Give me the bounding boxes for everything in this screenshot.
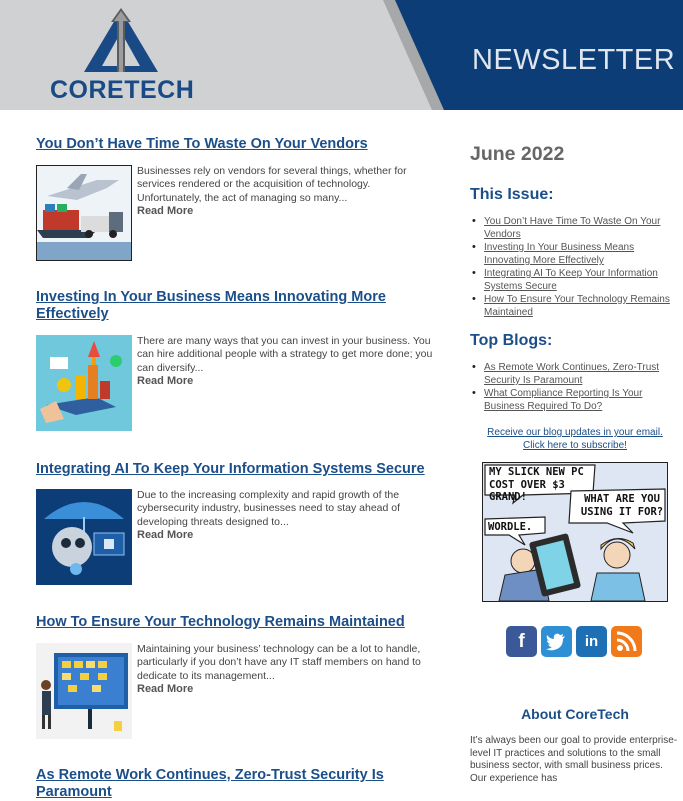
logistics-illustration-icon[interactable]	[36, 165, 132, 261]
list-item	[470, 267, 680, 293]
list-item	[470, 241, 680, 267]
top-blogs-list	[470, 361, 680, 413]
article-item	[36, 461, 441, 541]
comic-strip[interactable]	[482, 462, 668, 602]
article-excerpt	[137, 489, 437, 542]
top-blogs-heading: Top Blogs:	[470, 332, 553, 349]
this-issue-link[interactable]: Investing In Your Business Means Innovating More Effectively	[484, 242, 635, 266]
article-title-link[interactable]: You Don’t Have Time To Waste On Your Vendors	[36, 136, 368, 152]
read-more-link[interactable]: Read More	[137, 374, 194, 387]
this-issue-link[interactable]: Integrating AI To Keep Your Information Systems Secure	[484, 268, 658, 292]
article-title-link[interactable]: As Remote Work Continues, Zero-Trust Security Is Paramount	[36, 767, 384, 800]
newsletter-header	[0, 0, 683, 110]
article-item	[36, 614, 441, 695]
this-issue-heading: This Issue:	[470, 186, 554, 203]
top-blog-link[interactable]: What Compliance Reporting Is Your Business Required To Do?	[484, 388, 643, 412]
article-item	[36, 767, 441, 801]
article-excerpt	[137, 643, 437, 696]
this-issue-link[interactable]: How To Ensure Your Technology Remains Maintained	[484, 294, 670, 318]
logo-tech: TECH	[124, 76, 195, 104]
excerpt-text: There are many ways that you can invest in your business. You can hire additional people with a strategy to get more done; you can diversify...	[137, 335, 433, 374]
ai-security-illustration-icon[interactable]	[36, 489, 132, 585]
list-item	[470, 361, 680, 387]
twitter-icon[interactable]	[541, 626, 572, 657]
coretech-logo-text	[50, 76, 194, 105]
investment-illustration-icon[interactable]	[36, 335, 132, 431]
facebook-icon[interactable]: f	[506, 626, 537, 657]
list-item	[470, 293, 680, 319]
article-title-link[interactable]: How To Ensure Your Technology Remains Maintained	[36, 614, 405, 630]
article-item	[36, 289, 441, 387]
comic-bubble-1: MY SLICK NEW PC COST OVER $3 GRAND!	[489, 466, 584, 503]
coretech-logo-icon[interactable]	[80, 8, 162, 74]
maintenance-illustration-icon[interactable]	[36, 643, 132, 739]
logo-core: CORE	[50, 76, 125, 104]
article-title-link[interactable]: Integrating AI To Keep Your Information Systems Secure	[36, 461, 425, 477]
subscribe-link[interactable]	[470, 426, 680, 452]
list-item	[470, 387, 680, 413]
read-more-link[interactable]: Read More	[137, 204, 194, 217]
read-more-link[interactable]: Read More	[137, 528, 194, 541]
article-title-link[interactable]: Investing In Your Business Means Innovating More Effectively	[36, 289, 386, 322]
comic-bubble-2: WHAT ARE YOU USING IT FOR?	[580, 493, 664, 518]
linkedin-icon[interactable]: in	[576, 626, 607, 657]
article-excerpt	[137, 165, 437, 218]
excerpt-text: Due to the increasing complexity and rapid growth of the cybersecurity industry, businesses need to stay ahead of developing threats designed to...	[137, 489, 401, 528]
excerpt-text: Maintaining your business’ technology can be a lot to handle, particularly if you don’t have any IT staff members on hand to dedicate to its management...	[137, 643, 421, 682]
subscribe-line-2: Click here to subscribe!	[523, 440, 627, 451]
article-excerpt	[137, 335, 437, 388]
excerpt-text: Businesses rely on vendors for several things, whether for services rendered or the acquisition of technology. Unfortunately, the act of managing so many...	[137, 165, 407, 204]
about-text: It’s always been our goal to provide enterprise-level IT practices and solutions to the small business sector, with small business prices. Our experience has	[470, 735, 678, 784]
top-blog-link[interactable]: As Remote Work Continues, Zero-Trust Security Is Paramount	[484, 362, 660, 386]
this-issue-list	[470, 215, 680, 319]
issue-month: June 2022	[470, 143, 565, 165]
newsletter-label: NEWSLETTER	[472, 44, 676, 76]
read-more-link[interactable]: Read More	[137, 682, 194, 695]
this-issue-link[interactable]: You Don’t Have Time To Waste On Your Vendors	[484, 216, 661, 240]
article-item	[36, 136, 441, 217]
rss-icon[interactable]	[611, 626, 642, 657]
about-heading: About CoreTech	[521, 706, 629, 722]
comic-bubble-3: WORDLE.	[488, 521, 533, 533]
social-icons	[506, 626, 646, 660]
list-item	[470, 215, 680, 241]
subscribe-line-1: Receive our blog updates in your email.	[487, 427, 663, 438]
